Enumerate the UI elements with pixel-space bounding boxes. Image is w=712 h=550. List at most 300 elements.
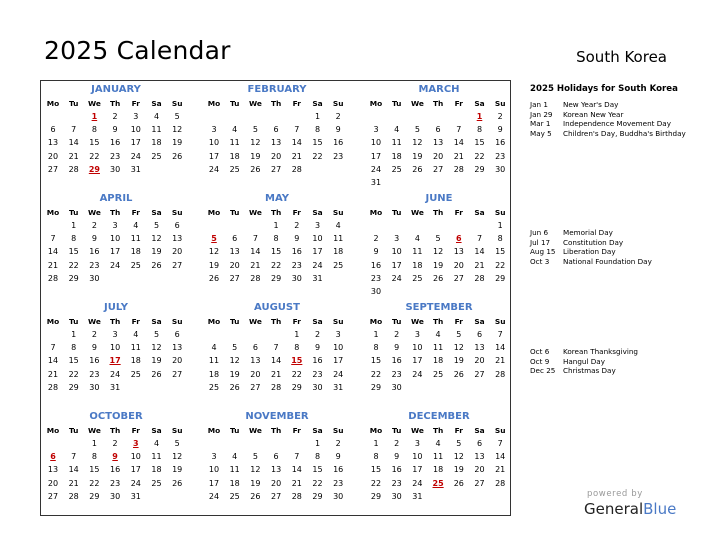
day-cell[interactable]: 2 (314, 330, 321, 339)
day-cell[interactable]: 16 (312, 356, 323, 366)
day-cell[interactable]: 20 (271, 478, 282, 488)
day-cell[interactable]: 1 (273, 221, 279, 230)
day-cell[interactable]: 26 (453, 369, 464, 379)
day-cell[interactable]: 13 (250, 356, 261, 366)
day-cell[interactable]: 9 (335, 452, 341, 462)
day-cell[interactable]: 24 (130, 151, 141, 161)
day-cell[interactable]: 12 (433, 247, 444, 257)
holiday-day-cell[interactable]: 6 (456, 234, 462, 244)
day-cell[interactable]: 6 (435, 125, 441, 135)
day-cell[interactable]: 9 (497, 125, 503, 135)
day-cell[interactable]: 5 (153, 330, 160, 339)
day-cell[interactable]: 15 (312, 465, 323, 475)
day-cell[interactable]: 7 (497, 439, 503, 448)
day-cell[interactable]: 5 (252, 452, 258, 462)
day-cell[interactable]: 14 (495, 343, 506, 353)
day-cell[interactable]: 21 (68, 478, 79, 488)
day-cell[interactable]: 20 (474, 465, 485, 475)
day-cell[interactable]: 3 (314, 221, 321, 230)
day-cell[interactable]: 13 (172, 234, 183, 244)
day-cell[interactable]: 27 (474, 478, 485, 488)
day-cell[interactable]: 4 (435, 439, 441, 448)
day-cell[interactable]: 12 (151, 343, 162, 353)
day-cell[interactable]: 24 (110, 260, 121, 270)
day-cell[interactable]: 28 (495, 369, 506, 379)
holiday-day-cell[interactable]: 1 (91, 112, 98, 121)
day-cell[interactable]: 20 (47, 478, 59, 488)
day-cell[interactable]: 29 (68, 382, 79, 392)
day-cell[interactable]: 19 (250, 151, 261, 161)
day-cell[interactable]: 23 (391, 478, 402, 488)
day-cell[interactable]: 28 (47, 382, 59, 392)
day-cell[interactable]: 17 (130, 138, 141, 148)
day-cell[interactable]: 16 (110, 465, 121, 475)
day-cell[interactable]: 17 (412, 465, 423, 475)
day-cell[interactable]: 2 (294, 221, 300, 230)
day-cell[interactable]: 21 (495, 465, 506, 475)
day-cell[interactable]: 30 (110, 491, 121, 501)
day-cell[interactable]: 2 (497, 112, 503, 121)
day-cell[interactable]: 12 (412, 138, 423, 148)
day-cell[interactable]: 26 (412, 164, 423, 174)
day-cell[interactable]: 6 (174, 330, 180, 339)
day-cell[interactable]: 9 (394, 452, 400, 462)
day-cell[interactable]: 7 (252, 234, 258, 244)
holiday-day-cell[interactable]: 9 (112, 452, 118, 462)
day-cell[interactable]: 4 (394, 125, 400, 135)
day-cell[interactable]: 10 (333, 343, 344, 353)
day-cell[interactable]: 18 (229, 151, 240, 161)
day-cell[interactable]: 17 (333, 356, 344, 366)
day-cell[interactable]: 1 (294, 330, 300, 339)
day-cell[interactable]: 19 (172, 138, 183, 148)
day-cell[interactable]: 2 (112, 112, 118, 121)
day-cell[interactable]: 20 (172, 247, 183, 257)
day-cell[interactable]: 15 (370, 465, 382, 475)
day-cell[interactable]: 12 (453, 343, 464, 353)
day-cell[interactable]: 17 (312, 247, 323, 257)
day-cell[interactable]: 1 (91, 439, 97, 448)
day-cell[interactable]: 14 (68, 138, 79, 148)
day-cell[interactable]: 8 (373, 452, 379, 462)
day-cell[interactable]: 18 (208, 369, 220, 379)
day-cell[interactable]: 13 (271, 138, 282, 148)
holiday-day-cell[interactable]: 3 (133, 439, 139, 448)
day-cell[interactable]: 29 (370, 382, 382, 392)
day-cell[interactable]: 27 (271, 491, 282, 501)
day-cell[interactable]: 14 (47, 356, 59, 366)
day-cell[interactable]: 4 (232, 452, 238, 462)
day-cell[interactable]: 24 (208, 491, 220, 501)
day-cell[interactable]: 10 (391, 247, 402, 257)
day-cell[interactable]: 1 (373, 330, 379, 339)
day-cell[interactable]: 5 (153, 221, 160, 230)
day-cell[interactable]: 15 (474, 138, 485, 148)
day-cell[interactable]: 19 (151, 247, 162, 257)
day-cell[interactable]: 29 (312, 491, 323, 501)
day-cell[interactable]: 12 (250, 138, 261, 148)
day-cell[interactable]: 10 (312, 234, 323, 244)
day-cell[interactable]: 20 (453, 260, 464, 270)
day-cell[interactable]: 18 (391, 151, 402, 161)
day-cell[interactable]: 29 (271, 273, 282, 283)
day-cell[interactable]: 27 (172, 369, 183, 379)
day-cell[interactable]: 6 (476, 330, 483, 339)
day-cell[interactable]: 12 (250, 465, 261, 475)
day-cell[interactable]: 5 (252, 125, 258, 135)
day-cell[interactable]: 19 (151, 356, 162, 366)
day-cell[interactable]: 11 (391, 138, 402, 148)
day-cell[interactable]: 15 (495, 247, 506, 257)
day-cell[interactable]: 6 (232, 234, 238, 244)
day-cell[interactable]: 13 (453, 247, 464, 257)
day-cell[interactable]: 11 (333, 234, 344, 244)
day-cell[interactable]: 7 (497, 330, 503, 339)
day-cell[interactable]: 12 (453, 452, 464, 462)
day-cell[interactable]: 3 (335, 330, 341, 339)
day-cell[interactable]: 28 (68, 164, 79, 174)
day-cell[interactable]: 6 (476, 439, 483, 448)
day-cell[interactable]: 20 (271, 151, 282, 161)
day-cell[interactable]: 25 (151, 151, 162, 161)
day-cell[interactable]: 6 (273, 452, 279, 462)
day-cell[interactable]: 4 (153, 112, 160, 121)
day-cell[interactable]: 30 (391, 382, 402, 392)
day-cell[interactable]: 25 (208, 382, 220, 392)
holiday-day-cell[interactable]: 6 (50, 452, 56, 462)
day-cell[interactable]: 25 (412, 273, 423, 283)
day-cell[interactable]: 11 (151, 125, 162, 135)
day-cell[interactable]: 27 (229, 273, 240, 283)
day-cell[interactable]: 19 (453, 465, 464, 475)
holiday-day-cell[interactable]: 5 (211, 234, 217, 244)
day-cell[interactable]: 30 (370, 287, 382, 296)
day-cell[interactable]: 21 (495, 356, 506, 366)
day-cell[interactable]: 25 (130, 369, 141, 379)
day-cell[interactable]: 21 (68, 151, 79, 161)
day-cell[interactable]: 16 (391, 465, 402, 475)
day-cell[interactable]: 22 (68, 369, 79, 379)
day-cell[interactable]: 22 (312, 151, 323, 161)
day-cell[interactable]: 20 (250, 369, 261, 379)
day-cell[interactable]: 19 (433, 260, 444, 270)
holiday-day-cell[interactable]: 25 (432, 478, 444, 488)
day-cell[interactable]: 8 (273, 234, 279, 244)
day-cell[interactable]: 27 (47, 164, 59, 174)
day-cell[interactable]: 31 (412, 491, 423, 501)
day-cell[interactable]: 29 (370, 491, 382, 501)
day-cell[interactable]: 21 (271, 369, 282, 379)
day-cell[interactable]: 25 (433, 369, 444, 379)
day-cell[interactable]: 30 (391, 491, 402, 501)
day-cell[interactable]: 4 (133, 330, 139, 339)
day-cell[interactable]: 27 (172, 260, 183, 270)
day-cell[interactable]: 23 (391, 369, 402, 379)
day-cell[interactable]: 21 (250, 260, 261, 270)
day-cell[interactable]: 25 (333, 260, 344, 270)
day-cell[interactable]: 22 (495, 260, 506, 270)
day-cell[interactable]: 22 (474, 151, 485, 161)
day-cell[interactable]: 22 (370, 369, 382, 379)
day-cell[interactable]: 20 (47, 151, 59, 161)
day-cell[interactable]: 2 (373, 234, 379, 244)
day-cell[interactable]: 19 (453, 356, 464, 366)
day-cell[interactable]: 29 (495, 273, 506, 283)
day-cell[interactable]: 24 (333, 369, 344, 379)
day-cell[interactable]: 9 (112, 125, 118, 135)
day-cell[interactable]: 9 (335, 125, 341, 135)
day-cell[interactable]: 27 (250, 382, 261, 392)
day-cell[interactable]: 13 (172, 343, 183, 353)
day-cell[interactable]: 21 (47, 260, 59, 270)
day-cell[interactable]: 3 (414, 439, 420, 448)
day-cell[interactable]: 23 (333, 478, 344, 488)
day-cell[interactable]: 26 (172, 478, 183, 488)
day-cell[interactable]: 30 (89, 382, 100, 392)
day-cell[interactable]: 1 (497, 221, 503, 230)
day-cell[interactable]: 18 (130, 247, 141, 257)
day-cell[interactable]: 11 (433, 452, 444, 462)
day-cell[interactable]: 12 (151, 234, 162, 244)
day-cell[interactable]: 3 (133, 112, 139, 121)
day-cell[interactable]: 10 (412, 343, 423, 353)
day-cell[interactable]: 13 (229, 247, 240, 257)
day-cell[interactable]: 4 (133, 221, 139, 230)
day-cell[interactable]: 28 (271, 382, 282, 392)
day-cell[interactable]: 28 (474, 273, 485, 283)
day-cell[interactable]: 6 (174, 221, 180, 230)
day-cell[interactable]: 16 (291, 247, 302, 257)
day-cell[interactable]: 7 (294, 125, 300, 135)
day-cell[interactable]: 12 (172, 452, 183, 462)
day-cell[interactable]: 26 (250, 164, 261, 174)
day-cell[interactable]: 1 (314, 112, 321, 121)
day-cell[interactable]: 30 (333, 491, 344, 501)
day-cell[interactable]: 14 (474, 247, 485, 257)
day-cell[interactable]: 27 (271, 164, 282, 174)
day-cell[interactable]: 27 (47, 491, 59, 501)
day-cell[interactable]: 16 (495, 138, 506, 148)
day-cell[interactable]: 10 (208, 465, 220, 475)
day-cell[interactable]: 11 (130, 343, 141, 353)
day-cell[interactable]: 19 (412, 151, 423, 161)
day-cell[interactable]: 14 (291, 465, 302, 475)
day-cell[interactable]: 31 (370, 178, 382, 187)
day-cell[interactable]: 1 (71, 221, 77, 230)
holiday-day-cell[interactable]: 1 (476, 112, 483, 121)
day-cell[interactable]: 13 (271, 465, 282, 475)
day-cell[interactable]: 5 (456, 439, 462, 448)
day-cell[interactable]: 11 (229, 138, 240, 148)
day-cell[interactable]: 16 (89, 247, 100, 257)
day-cell[interactable]: 13 (47, 465, 59, 475)
day-cell[interactable]: 28 (291, 164, 302, 174)
day-cell[interactable]: 19 (208, 260, 220, 270)
day-cell[interactable]: 28 (47, 273, 59, 283)
day-cell[interactable]: 13 (474, 343, 485, 353)
day-cell[interactable]: 11 (130, 234, 141, 244)
day-cell[interactable]: 26 (208, 273, 220, 283)
day-cell[interactable]: 26 (151, 369, 162, 379)
day-cell[interactable]: 15 (89, 465, 100, 475)
day-cell[interactable]: 27 (433, 164, 444, 174)
day-cell[interactable]: 1 (314, 439, 321, 448)
day-cell[interactable]: 10 (110, 234, 121, 244)
holiday-day-cell[interactable]: 17 (109, 356, 121, 366)
day-cell[interactable]: 13 (474, 452, 485, 462)
day-cell[interactable]: 9 (91, 343, 97, 353)
day-cell[interactable]: 8 (71, 234, 77, 244)
day-cell[interactable]: 22 (271, 260, 282, 270)
day-cell[interactable]: 21 (291, 151, 302, 161)
day-cell[interactable]: 5 (414, 125, 420, 135)
day-cell[interactable]: 22 (370, 478, 382, 488)
day-cell[interactable]: 18 (412, 260, 423, 270)
day-cell[interactable]: 5 (456, 330, 462, 339)
day-cell[interactable]: 17 (208, 151, 220, 161)
day-cell[interactable]: 20 (172, 356, 183, 366)
holiday-day-cell[interactable]: 29 (88, 164, 100, 174)
day-cell[interactable]: 3 (394, 234, 400, 244)
day-cell[interactable]: 13 (433, 138, 444, 148)
day-cell[interactable]: 17 (208, 478, 220, 488)
day-cell[interactable]: 15 (312, 138, 323, 148)
day-cell[interactable]: 18 (130, 356, 141, 366)
day-cell[interactable]: 3 (373, 125, 379, 135)
day-cell[interactable]: 10 (208, 138, 220, 148)
day-cell[interactable]: 3 (112, 221, 118, 230)
day-cell[interactable]: 10 (370, 138, 382, 148)
day-cell[interactable]: 16 (110, 138, 121, 148)
day-cell[interactable]: 11 (229, 465, 240, 475)
day-cell[interactable]: 29 (68, 273, 79, 283)
day-cell[interactable]: 26 (250, 491, 261, 501)
day-cell[interactable]: 26 (433, 273, 444, 283)
day-cell[interactable]: 25 (229, 491, 240, 501)
day-cell[interactable]: 8 (373, 343, 379, 353)
day-cell[interactable]: 8 (91, 125, 97, 135)
day-cell[interactable]: 12 (208, 247, 220, 257)
day-cell[interactable]: 14 (495, 452, 506, 462)
day-cell[interactable]: 19 (172, 465, 183, 475)
day-cell[interactable]: 4 (232, 125, 238, 135)
day-cell[interactable]: 2 (91, 221, 97, 230)
day-cell[interactable]: 2 (335, 112, 341, 121)
day-cell[interactable]: 16 (391, 356, 402, 366)
day-cell[interactable]: 1 (373, 439, 379, 448)
day-cell[interactable]: 20 (229, 260, 240, 270)
day-cell[interactable]: 8 (71, 343, 77, 353)
day-cell[interactable]: 24 (130, 478, 141, 488)
day-cell[interactable]: 7 (50, 343, 56, 353)
day-cell[interactable]: 8 (476, 125, 483, 135)
day-cell[interactable]: 28 (495, 478, 506, 488)
day-cell[interactable]: 7 (456, 125, 462, 135)
day-cell[interactable]: 22 (89, 151, 100, 161)
day-cell[interactable]: 24 (312, 260, 323, 270)
day-cell[interactable]: 14 (47, 247, 59, 257)
day-cell[interactable]: 3 (211, 125, 217, 135)
day-cell[interactable]: 16 (370, 260, 382, 270)
day-cell[interactable]: 1 (71, 330, 77, 339)
day-cell[interactable]: 15 (370, 356, 382, 366)
day-cell[interactable]: 23 (370, 273, 382, 283)
day-cell[interactable]: 9 (294, 234, 300, 244)
day-cell[interactable]: 29 (291, 382, 302, 392)
day-cell[interactable]: 10 (130, 452, 141, 462)
day-cell[interactable]: 9 (314, 343, 321, 353)
day-cell[interactable]: 11 (412, 247, 423, 257)
brand-logo[interactable] (584, 500, 676, 518)
day-cell[interactable]: 20 (474, 356, 485, 366)
day-cell[interactable]: 19 (229, 369, 240, 379)
day-cell[interactable]: 14 (250, 247, 261, 257)
day-cell[interactable]: 16 (333, 465, 344, 475)
day-cell[interactable]: 23 (110, 478, 121, 488)
day-cell[interactable]: 4 (435, 330, 441, 339)
day-cell[interactable]: 17 (130, 465, 141, 475)
day-cell[interactable]: 27 (453, 273, 464, 283)
day-cell[interactable]: 28 (68, 491, 79, 501)
day-cell[interactable]: 4 (335, 221, 341, 230)
day-cell[interactable]: 3 (112, 330, 118, 339)
day-cell[interactable]: 15 (271, 247, 282, 257)
day-cell[interactable]: 16 (89, 356, 100, 366)
day-cell[interactable]: 14 (291, 138, 302, 148)
day-cell[interactable]: 7 (50, 234, 56, 244)
day-cell[interactable]: 18 (333, 247, 344, 257)
day-cell[interactable]: 11 (208, 356, 220, 366)
day-cell[interactable]: 24 (370, 164, 382, 174)
day-cell[interactable]: 30 (110, 164, 121, 174)
day-cell[interactable]: 29 (89, 491, 100, 501)
day-cell[interactable]: 4 (211, 343, 217, 353)
day-cell[interactable]: 31 (130, 491, 141, 501)
day-cell[interactable]: 30 (89, 273, 100, 283)
day-cell[interactable]: 7 (71, 452, 77, 462)
day-cell[interactable]: 17 (370, 151, 382, 161)
day-cell[interactable]: 15 (68, 356, 79, 366)
day-cell[interactable]: 18 (151, 138, 162, 148)
day-cell[interactable]: 15 (89, 138, 100, 148)
day-cell[interactable]: 5 (232, 343, 238, 353)
day-cell[interactable]: 23 (291, 260, 302, 270)
day-cell[interactable]: 23 (312, 369, 323, 379)
day-cell[interactable]: 26 (172, 151, 183, 161)
day-cell[interactable]: 3 (414, 330, 420, 339)
day-cell[interactable]: 29 (474, 164, 485, 174)
day-cell[interactable]: 7 (71, 125, 77, 135)
day-cell[interactable]: 30 (291, 273, 302, 283)
day-cell[interactable]: 4 (414, 234, 420, 244)
day-cell[interactable]: 5 (435, 234, 441, 244)
day-cell[interactable]: 7 (294, 452, 300, 462)
day-cell[interactable]: 8 (314, 452, 321, 462)
day-cell[interactable]: 5 (174, 112, 180, 121)
day-cell[interactable]: 2 (394, 330, 400, 339)
day-cell[interactable]: 25 (130, 260, 141, 270)
holiday-day-cell[interactable]: 15 (291, 356, 303, 366)
day-cell[interactable]: 31 (110, 382, 121, 392)
day-cell[interactable]: 6 (273, 125, 279, 135)
day-cell[interactable]: 8 (314, 125, 321, 135)
day-cell[interactable]: 7 (273, 343, 279, 353)
day-cell[interactable]: 16 (333, 138, 344, 148)
day-cell[interactable]: 21 (474, 260, 485, 270)
day-cell[interactable]: 8 (91, 452, 97, 462)
day-cell[interactable]: 18 (433, 465, 444, 475)
day-cell[interactable]: 23 (89, 260, 100, 270)
